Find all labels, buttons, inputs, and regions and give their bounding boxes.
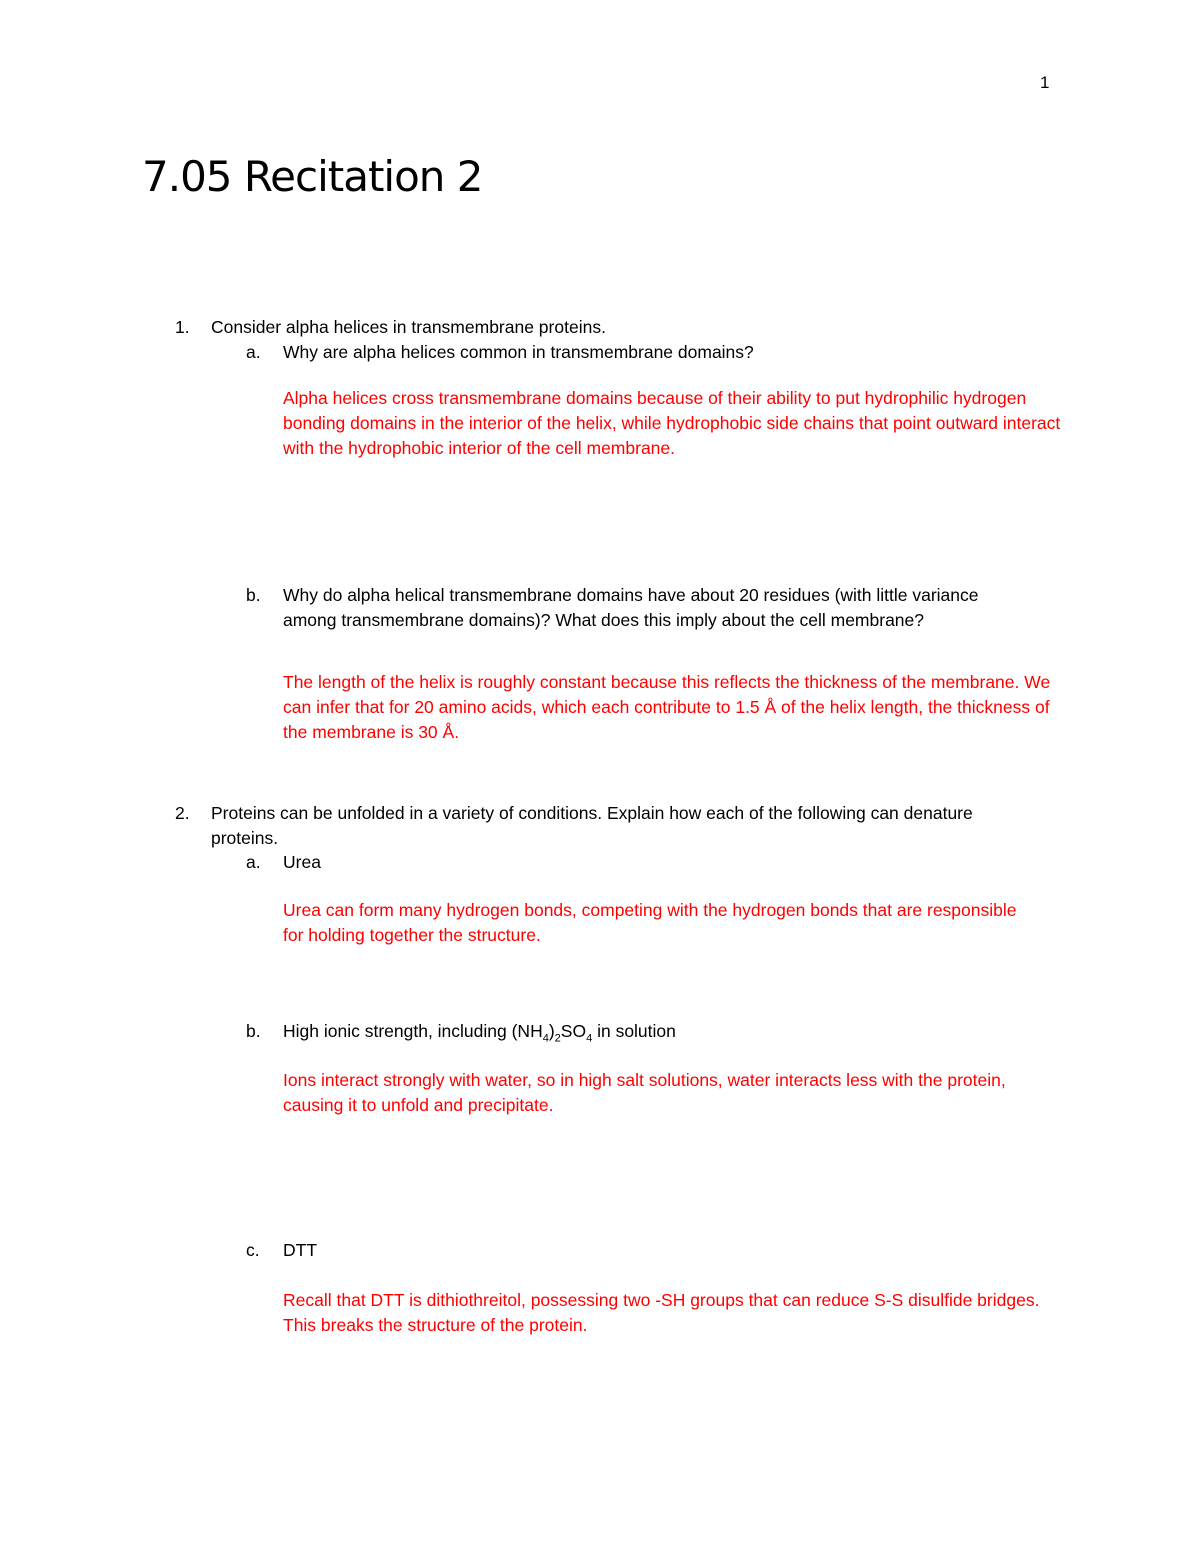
question-2b-text-mid: )	[548, 1021, 555, 1041]
question-1a-answer: Alpha helices cross transmembrane domains because of their ability to put hydrophilic hydrogen bonding domains in the interior of the helix, while hydrophobic side chains that point outward interact with the hydrophobic interior of the cell membrane.	[283, 388, 1061, 458]
question-2a-text: Urea	[283, 852, 321, 872]
page-number: 1	[1040, 73, 1050, 92]
question-2b-sub-2: 2	[554, 1032, 561, 1045]
question-2b-text-suffix: in solution	[592, 1021, 676, 1041]
question-2b-text-prefix: High ionic strength, including (NH	[283, 1021, 543, 1041]
question-2a-label: a.	[246, 852, 261, 872]
question-1b-label: b.	[246, 585, 261, 605]
question-2c-label: c.	[246, 1240, 260, 1260]
question-1b-answer: The length of the helix is roughly constant because this reflects the thickness of the membrane. We can infer that for 20 amino acids, which each contribute to 1.5 Å of the helix length, the thickness of the membrane is 30 Å.	[283, 672, 1051, 742]
question-2b-answer: Ions interact strongly with water, so in high salt solutions, water interacts less with the protein, causing it to unfold and precipitate.	[283, 1070, 1006, 1115]
question-2b-text	[283, 1019, 1083, 1052]
question-1a-label: a.	[246, 342, 261, 362]
question-2b-label: b.	[246, 1021, 261, 1041]
question-2c-answer: Recall that DTT is dithiothreitol, possessing two -SH groups that can reduce S-S disulfide bridges. This breaks the structure of the protein.	[283, 1290, 1040, 1335]
question-2c-text: DTT	[283, 1240, 318, 1260]
question-2b-sub-1: 4	[542, 1032, 549, 1045]
question-1-text: Consider alpha helices in transmembrane proteins.	[211, 317, 606, 337]
question-1a-text: Why are alpha helices common in transmembrane domains?	[283, 342, 754, 362]
question-1b-text: Why do alpha helical transmembrane domains have about 20 residues (with little variance among transmembrane domains)? What does this imply about the cell membrane?	[283, 585, 979, 630]
question-2a-answer: Urea can form many hydrogen bonds, competing with the hydrogen bonds that are responsible for holding together the structure.	[283, 900, 1017, 945]
question-2b-text-mid2: SO	[560, 1021, 587, 1041]
question-2-text: Proteins can be unfolded in a variety of conditions. Explain how each of the following can denature proteins.	[211, 803, 973, 848]
question-1-number: 1.	[175, 317, 190, 337]
question-2b-sub-3: 4	[586, 1032, 593, 1045]
question-2-number: 2.	[175, 803, 190, 823]
page-title: 7.05 Recitation 2	[142, 152, 483, 201]
